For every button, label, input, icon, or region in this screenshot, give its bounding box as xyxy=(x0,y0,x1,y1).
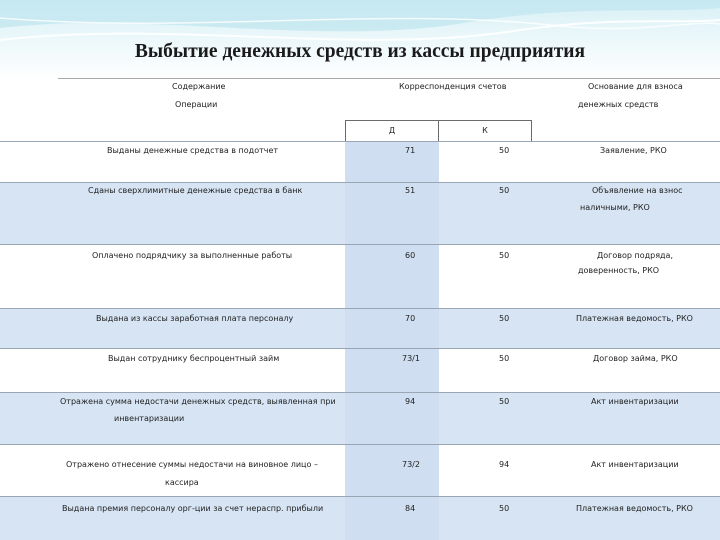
row-6-description-cont: инвентаризации xyxy=(114,414,185,423)
row-5-debit: 73/1 xyxy=(402,354,420,363)
row-divider xyxy=(0,244,720,245)
row-8-basis: Платежная ведомость, РКО xyxy=(576,504,693,513)
row-divider xyxy=(0,308,720,309)
row-divider xyxy=(0,182,720,183)
row-divider xyxy=(0,392,720,393)
header-basis-line2: денежных средств xyxy=(578,100,659,109)
header-content-line2: Операции xyxy=(175,100,218,109)
row-4-debit: 70 xyxy=(405,314,416,323)
row-divider xyxy=(0,348,720,349)
row-5-credit: 50 xyxy=(499,354,510,363)
row-5-basis: Договор займа, РКО xyxy=(593,354,678,363)
row-3-description: Оплачено подрядчику за выполненные работы xyxy=(92,251,293,260)
row-4-description: Выдана из кассы заработная плата персоналу xyxy=(96,314,294,323)
row-3-basis-cont: доверенность, РКО xyxy=(578,266,660,275)
row-4-basis: Платежная ведомость, РКО xyxy=(576,314,693,323)
row-6-debit: 94 xyxy=(405,397,416,406)
row-3-basis: Договор подряда, xyxy=(597,251,673,260)
row-divider xyxy=(0,141,720,142)
row-2-basis-cont: наличными, РКО xyxy=(580,203,650,212)
header-content-line1: Содержание xyxy=(172,82,226,91)
row-7-description: Отражено отнесение суммы недостачи на виновное лицо – xyxy=(66,460,318,469)
row-8-description: Выдана премия персоналу орг-ции за счет нераспр. прибыли xyxy=(62,504,324,513)
row-3-credit: 50 xyxy=(499,251,510,260)
row-7-description-cont: кассира xyxy=(165,478,199,487)
row-4-credit: 50 xyxy=(499,314,510,323)
row-1-basis: Заявление, РКО xyxy=(600,146,667,155)
header-basis-line1: Основание для взноса xyxy=(588,82,683,91)
row-6-basis: Акт инвентаризации xyxy=(591,397,679,406)
header-correspondence: Корреспонденция счетов xyxy=(399,82,507,91)
row-divider xyxy=(0,444,720,445)
row-1-credit: 50 xyxy=(499,146,510,155)
title-divider xyxy=(58,78,720,79)
row-5-description: Выдан сотруднику беспроцентный займ xyxy=(108,354,280,363)
row-2-basis: Объявление на взнос xyxy=(592,186,683,195)
row-2-debit: 51 xyxy=(405,186,416,195)
row-divider xyxy=(0,496,720,497)
row-3-debit: 60 xyxy=(405,251,416,260)
row-8-debit: 84 xyxy=(405,504,416,513)
row-6-description: Отражена сумма недостачи денежных средств, выявленная при xyxy=(60,397,336,406)
row-7-debit: 73/2 xyxy=(402,460,420,469)
row-7-basis: Акт инвентаризации xyxy=(591,460,679,469)
row-7-credit: 94 xyxy=(499,460,510,469)
debit-column-background xyxy=(345,120,439,540)
header-credit: К xyxy=(438,120,532,142)
header-debit: Д xyxy=(345,120,439,142)
row-8-credit: 50 xyxy=(499,504,510,513)
row-2-description: Сданы сверхлимитные денежные средства в банк xyxy=(88,186,303,195)
row-2-credit: 50 xyxy=(499,186,510,195)
row-1-description: Выданы денежные средства в подотчет xyxy=(107,146,279,155)
row-1-debit: 71 xyxy=(405,146,416,155)
page-title: Выбытие денежных средств из кассы предприятия xyxy=(134,41,586,62)
row-6-credit: 50 xyxy=(499,397,510,406)
